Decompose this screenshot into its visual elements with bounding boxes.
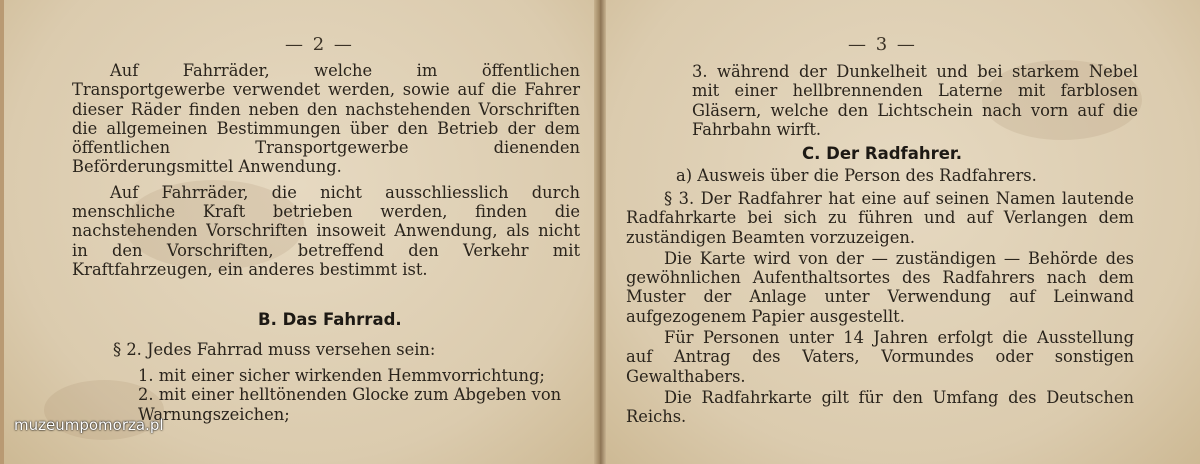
left-intro-text [72,61,580,279]
page-number-left: — 2 — [285,34,354,55]
right-paragraph: Für Personen unter 14 Jahren erfolgt die Ausstellung auf Antrag des Vaters, Vormundes oder sonstigen Gewalthabers. [626,328,1134,386]
right-paragraph: Die Radfahrkarte gilt für den Umfang des Deutschen Reichs. [626,387,1134,427]
list-item: 3. während der Dunkelheit und bei starkem Nebel mit einer hellbrennenden Laterne mit farblosen Gläsern, welche den Lichtschein nach vorn auf die Fahrbahn wirft. [692,62,1138,139]
museum-watermark: muzeumpomorza.pl [14,416,164,434]
right-paragraph: Die Karte wird von der — zuständigen — Behörde des gewöhnlichen Aufenthaltsortes des Radfahrers nach dem Muster der Anlage unter Verwendung auf Leinwand aufgezogenem Papier ausgestellt. [626,248,1134,326]
book-gutter [594,0,606,464]
right-body-text [626,189,1134,427]
section-heading-c: C. Der Radfahrer. [802,144,962,163]
list-item: 2. mit einer helltönenden Glocke zum Abgeben von Warnungszeichen; [138,385,562,424]
left-paragraph: Auf Fahrräder, die nicht ausschliesslich durch menschliche Kraft betrieben werden, finden die nachstehenden Vorschriften insoweit Anwendung, als nicht in den Vorschriften, betreffend den Verkehr mit Kraftfahrzeugen, ein anderes bestimmt ist. [72,182,580,279]
list-item: 1. mit einer sicher wirkenden Hemmvorrichtung; [138,366,545,385]
section-2-intro: § 2. Jedes Fahrrad muss versehen sein: [113,340,436,359]
page-number-right: — 3 — [848,34,917,55]
right-paragraph: § 3. Der Radfahrer hat eine auf seinen Namen lautende Radfahrkarte bei sich zu führen und auf Verlangen dem zuständigen Beamten vorzuzeigen. [626,189,1134,247]
left-paragraph: Auf Fahrräder, welche im öffentlichen Transportgewerbe verwendet werden, sowie auf die Fahrer dieser Räder finden neben den nachstehenden Vorschriften die allgemeinen Bestimmungen über den Betrieb der dem öffentlichen Transportgewerbe dienenden Beförderungsmittel Anwendung. [72,61,580,177]
section-heading-b: B. Das Fahrrad. [258,310,402,329]
subheading: a) Ausweis über die Person des Radfahrers. [676,166,1037,185]
